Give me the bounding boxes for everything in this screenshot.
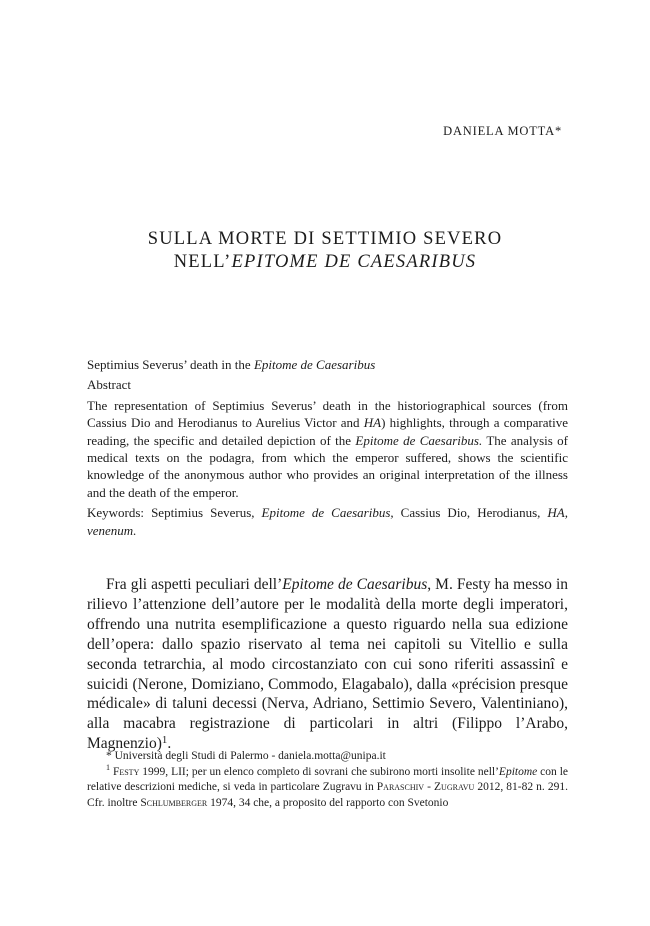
keywords-end: venenum. xyxy=(87,522,137,538)
abstract-text xyxy=(87,397,568,501)
keywords-label: Keywords: Septimius Severus, xyxy=(87,505,262,521)
abstract-heading: Abstract xyxy=(87,377,132,393)
affiliation-note xyxy=(87,749,568,765)
title-prefix: NELL’ xyxy=(173,252,232,272)
author-name: DANIELA MOTTA* xyxy=(443,124,562,138)
title-line-1: SULLA MORTE DI SETTIMIO SEVERO xyxy=(147,229,503,249)
fn1-paraschiv: Paraschiv xyxy=(376,781,425,793)
abstract-text-1: The representation of Septimius Severus’ death in the historiographical sources (from Cassius Dio and Herodianus to Aurelius Victor and xyxy=(87,397,568,431)
affiliation-text: Università degli Studi di Palermo - daniela.motta@unipa.it xyxy=(111,750,386,762)
paragraph-1 xyxy=(87,575,568,754)
abstract-text-2: ) highlights, through a comparative reading, the specific and detailed depiction of the xyxy=(87,415,568,448)
fn1-a: 1999, LII; per un elenco completo di sovrani che subirono morti insolite nell’ xyxy=(139,765,499,778)
title-italic: EPITOME DE CAESARIBUS xyxy=(231,252,477,272)
keywords-epitome: Epitome de Caesaribus, xyxy=(261,505,394,521)
abstract-block xyxy=(87,356,568,539)
article-title xyxy=(0,228,650,274)
paragraph-1-end: . xyxy=(167,735,172,753)
fn1-festy: Festy xyxy=(112,765,140,778)
paragraph-1-a: Fra gli aspetti peculiari dell’ xyxy=(106,576,283,593)
english-title-italic: Epitome de Caesaribus xyxy=(253,357,376,372)
english-title-text: Septimius Severus’ death in the xyxy=(87,357,254,372)
english-title xyxy=(87,356,568,373)
fn1-zugravu: Zugravu xyxy=(434,781,475,793)
footnote-ref-1[interactable]: 1 xyxy=(161,734,168,747)
footnotes xyxy=(87,749,568,811)
keywords xyxy=(87,504,568,539)
fn1-dash: - xyxy=(424,781,435,793)
abstract-ha: HA xyxy=(363,415,382,431)
fn1-d: 1974, 34 che, a proposito del rapporto con Svetonio xyxy=(207,796,449,809)
paragraph-1-b: , M. Festy ha messo in rilievo l’attenzione dell’autore per le modalità della morte degli imperatori, offrendo una nutrita esemplificazione a questo riguardo nella sua edizione dell’opera: dallo spazio riservato al tema nei capitoli su Vitellio e sulla seconda tetrarchia, al modo circostanziato con cui sono riferiti assassinî e suicidi (Nerone, Domiziano, Commodo, Elagabalo), dalla «précision presque médicale» di taluni decessi (Nerva, Adriano, Settimio Severo, Valentiniano), alla macabra registrazione di particolari in altri (Filippo l’Arabo, Magnenzio) xyxy=(87,576,568,753)
fn1-c: 2012, 81-82 n. 291. Cfr. inoltre xyxy=(87,781,568,809)
affiliation-mark: * xyxy=(106,750,112,762)
fn1-b: con le relative descrizioni mediche, si veda in particolare Zugravu in xyxy=(87,765,568,793)
footnote-1 xyxy=(87,762,568,812)
abstract-epitome: Epitome de Caesaribus. xyxy=(355,432,483,448)
paragraph-1-epitome: Epitome de Caesaribus xyxy=(282,576,428,593)
abstract-text-3: The analysis of medical texts on the podagra, from which the emperor suffered, shows the scientific knowledge of the anonymous author who provides an original interpretation of the illness and the death of the emperor. xyxy=(87,432,568,500)
keywords-ha: HA, xyxy=(547,505,568,521)
keywords-mid: Cassius Dio, Herodianus, xyxy=(393,505,548,521)
body-text xyxy=(87,575,568,754)
title-line-2 xyxy=(0,251,650,274)
fn1-schlumberger: Schlumberger xyxy=(140,796,208,809)
fn1-epitome: Epitome xyxy=(498,765,538,778)
footnote-1-mark: 1 xyxy=(106,762,111,772)
